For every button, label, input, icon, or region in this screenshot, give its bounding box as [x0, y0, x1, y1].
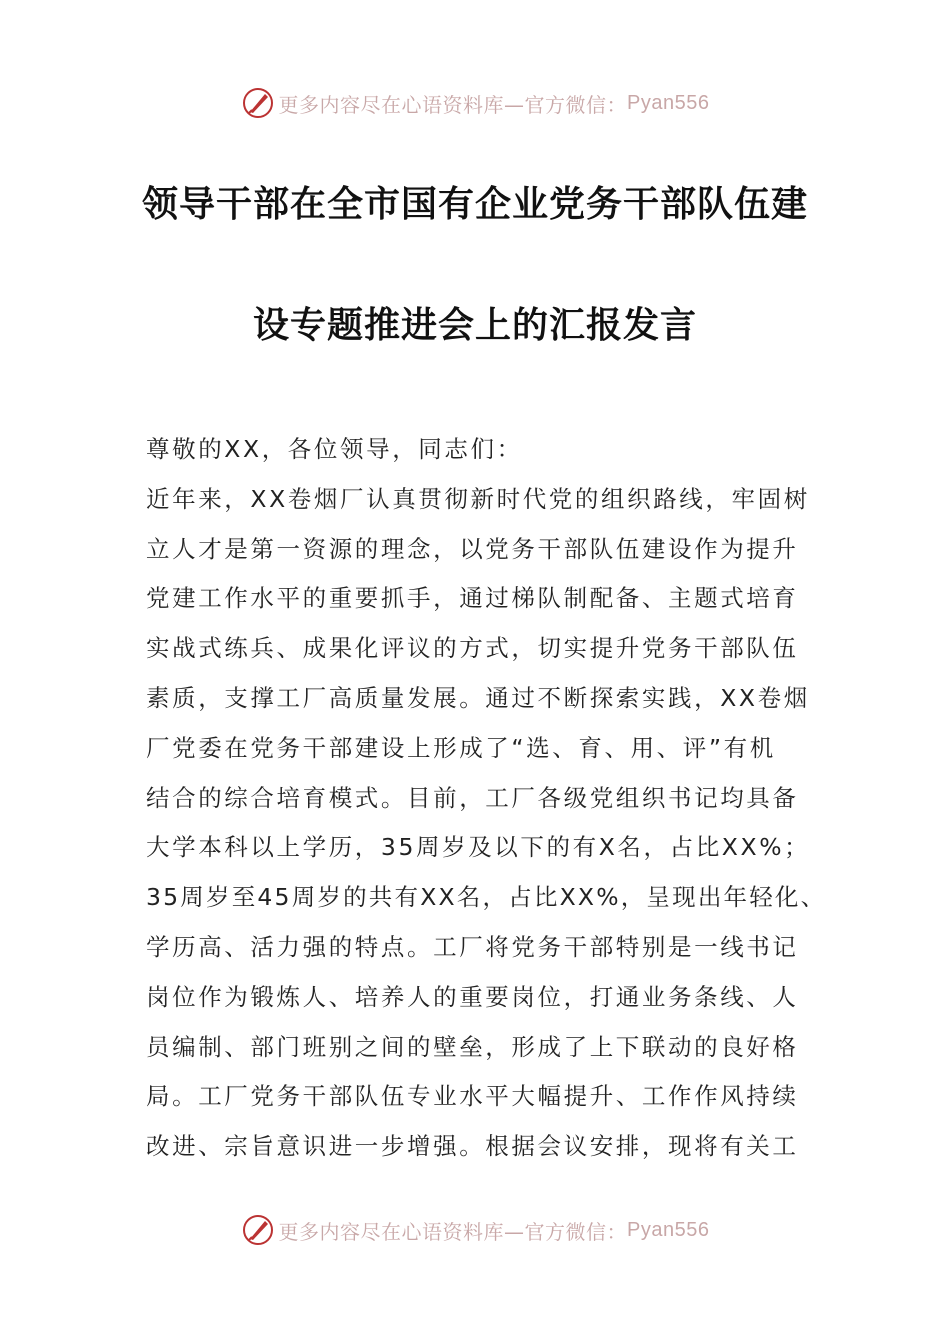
document-title-line-2: 设专题推进会上的汇报发言: [252, 305, 697, 346]
body-line: 局。工厂党务干部队伍专业水平大幅提升、工作作风持续: [146, 1082, 799, 1111]
body-line: 大学本科以上学历，35周岁及以下的有X名，占比XX%；: [146, 833, 811, 862]
watermark-footer: [0, 1210, 950, 1250]
quill-logo-icon: [241, 1213, 275, 1247]
watermark-wechat-id: Pyan556: [627, 91, 710, 114]
body-line: 实战式练兵、成果化评议的方式，切实提升党务干部队伍: [146, 634, 799, 663]
body-line: 厂党委在党务干部建设上形成了“选、育、用、评”有机: [146, 733, 776, 762]
watermark-wechat-id: Pyan556: [627, 1218, 710, 1241]
body-line: 立人才是第一资源的理念，以党务干部队伍建设作为提升: [146, 534, 799, 563]
document-body: [146, 425, 827, 1172]
body-line: 党建工作水平的重要抓手，通过梯队制配备、主题式培育: [146, 584, 799, 613]
watermark-text: 更多内容尽在心语资料库—官方微信：: [278, 1219, 628, 1244]
body-line: 改进、宗旨意识进一步增强。根据会议安排，现将有关工: [146, 1132, 799, 1161]
body-line: 学历高、活力强的特点。工厂将党务干部特别是一线书记: [146, 932, 799, 961]
body-line: 35周岁至45周岁的共有XX名，占比XX%，呈现出年轻化、: [146, 883, 827, 912]
document-title-line-1: 领导干部在全市国有企业党务干部队伍建: [141, 184, 808, 225]
body-line: 结合的综合培育模式。目前，工厂各级党组织书记均具备: [146, 783, 799, 812]
body-line: 员编制、部门班别之间的壁垒，形成了上下联动的良好格: [146, 1032, 799, 1061]
salutation: 尊敬的XX，各位领导，同志们：: [146, 435, 523, 463]
watermark-header: [0, 83, 950, 123]
body-line: 素质，支撑工厂高质量发展。通过不断探索实践，XX卷烟: [146, 683, 810, 712]
quill-logo-icon: [241, 86, 275, 120]
body-line: 近年来，XX卷烟厂认真贯彻新时代党的组织路线，牢固树: [146, 484, 810, 513]
body-line: 岗位作为锻炼人、培养人的重要岗位，打通业务条线、人: [146, 982, 799, 1011]
watermark-text: 更多内容尽在心语资料库—官方微信：: [278, 92, 628, 117]
